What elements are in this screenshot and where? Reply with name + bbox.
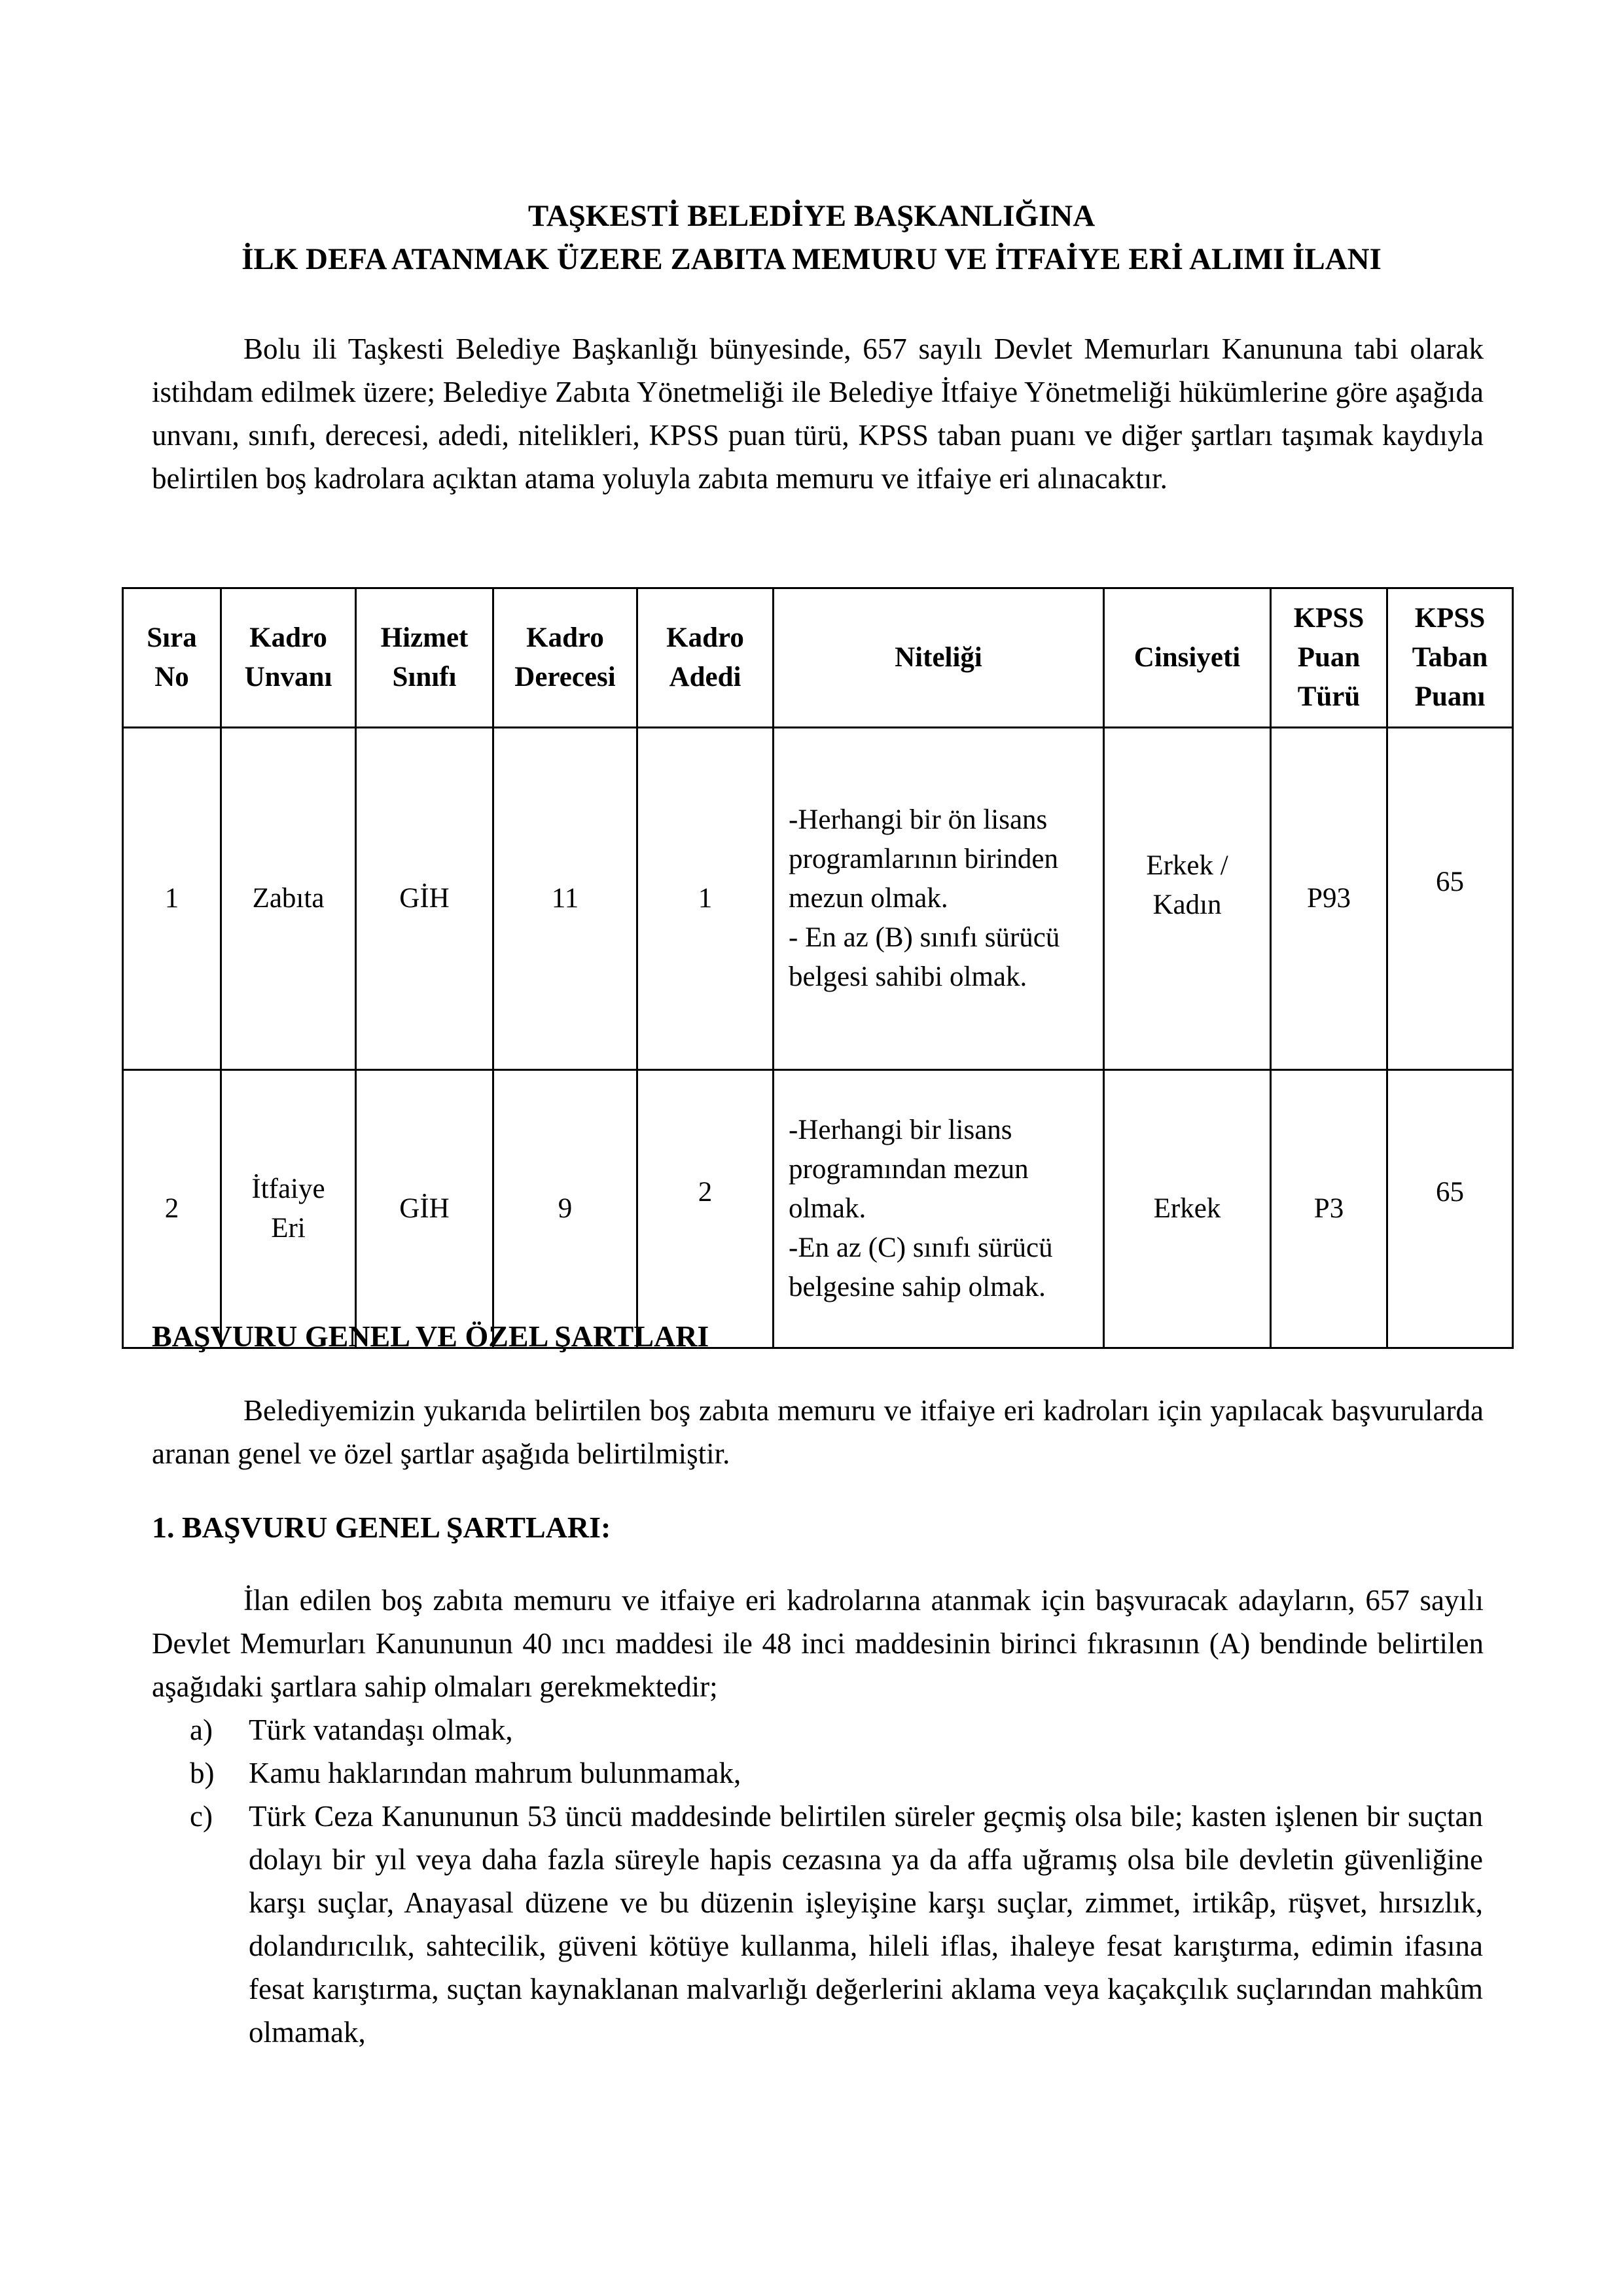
section-heading-basvuru: BAŞVURU GENEL VE ÖZEL ŞARTLARI	[152, 1319, 709, 1353]
header-hizmet-sinifi: Hizmet Sınıfı	[356, 588, 493, 728]
cell-cinsiyet: Erkek	[1104, 1070, 1271, 1348]
cell-nitelik: -Herhangi bir lisans programından mezun olmak. -En az (C) sınıfı sürücü belgesine sahip olmak.	[774, 1070, 1104, 1348]
conditions-list	[190, 1708, 1483, 2054]
intro-paragraph	[152, 327, 1484, 500]
cell-taban: 65	[1387, 728, 1513, 1070]
header-kpss-puan-turu: KPSS Puan Türü	[1271, 588, 1387, 728]
cell-sinif: GİH	[356, 728, 493, 1070]
cell-sira: 2	[123, 1070, 221, 1348]
cell-sinif: GİH	[356, 1070, 493, 1348]
header-cinsiyeti: Cinsiyeti	[1104, 588, 1271, 728]
kadro-table	[122, 587, 1514, 1349]
title-line-2: İLK DEFA ATANMAK ÜZERE ZABITA MEMURU VE İTFAİYE ERİ ALIMI İLANI	[241, 242, 1382, 276]
intro-text: Bolu ili Taşkesti Belediye Başkanlığı bünyesinde, 657 sayılı Devlet Memurları Kanununa tabi olarak istihdam edilmek üzere; Belediye Zabıta Yönetmeliği ile Belediye İtfaiye Yönetmeliği hükümlerine göre aşağıda unvanı, sınıfı, derecesi, adedi, nitelikleri, KPSS puan türü, KPSS taban puanı ve diğer şartları taşımak kaydıyla belirtilen boş kadrolara açıktan atama yoluyla zabıta memuru ve itfaiye eri alınacaktır.	[152, 332, 1484, 495]
list-item: a) Türk vatandaşı olmak,	[190, 1713, 513, 1746]
table-row	[123, 728, 1513, 1070]
section2-text: İlan edilen boş zabıta memuru ve itfaiye eri kadrolarına atanmak için başvuracak adayların, 657 sayılı Devlet Memurları Kanununun 40 ıncı maddesi ile 48 inci maddesinin birinci fıkrasının (A) bendinde belirtilen aşağıdaki şartlara sahip olmaları gerekmektedir;	[152, 1584, 1484, 1703]
cell-derece: 11	[493, 728, 637, 1070]
cell-unvan: İtfaiye Eri	[221, 1070, 356, 1348]
cell-puan-turu: P93	[1271, 728, 1387, 1070]
section-heading-genel-sartlar: 1. BAŞVURU GENEL ŞARTLARI:	[152, 1511, 611, 1544]
cell-cinsiyet: Erkek / Kadın	[1104, 728, 1271, 1070]
header-kadro-derecesi: Kadro Derecesi	[493, 588, 637, 728]
list-item: b) Kamu haklarından mahrum bulunmamak,	[190, 1757, 741, 1789]
cell-derece: 9	[493, 1070, 637, 1348]
cell-sira: 1	[123, 728, 221, 1070]
header-niteligi: Niteliği	[774, 588, 1104, 728]
section2-paragraph	[152, 1579, 1484, 1708]
section1-paragraph	[152, 1389, 1484, 1475]
cell-unvan: Zabıta	[221, 728, 356, 1070]
cell-taban: 65	[1387, 1070, 1513, 1348]
header-kpss-taban-puani: KPSS Taban Puanı	[1387, 588, 1513, 728]
header-kadro-adedi: Kadro Adedi	[637, 588, 774, 728]
title-line-1: TAŞKESTİ BELEDİYE BAŞKANLIĞINA	[527, 199, 1096, 233]
list-item: c) Türk Ceza Kanununun 53 üncü maddesinde belirtilen süreler geçmiş olsa bile; kasten işlenen bir suçtan dolayı bir yıl veya daha fazla süreyle hapis cezasına ya da affa uğramış olsa bile devletin güvenliğine karşı suçlar, Anayasal düzene ve bu düzenin işleyişine karşı suçlar, zimmet, irtikâp, rüşvet, hırsızlık, dolandırıcılık, sahtecilik, güveni kötüye kullanma, hileli iflas, ihaleye fesat karıştırma, edimin ifasına fesat karıştırma, suçtan kaynaklanan malvarlığı değerlerini aklama veya kaçakçılık suçlarından mahkûm olmamak,	[190, 1800, 1483, 2049]
cell-nitelik: -Herhangi bir ön lisans programlarının birinden mezun olmak. - En az (B) sınıfı sürücü belgesi sahibi olmak.	[774, 728, 1104, 1070]
cell-adet: 1	[637, 728, 774, 1070]
section1-text: Belediyemizin yukarıda belirtilen boş zabıta memuru ve itfaiye eri kadroları için yapılacak başvurularda aranan genel ve özel şartlar aşağıda belirtilmiştir.	[152, 1394, 1484, 1470]
table-header-row	[123, 588, 1513, 728]
header-kadro-unvani: Kadro Unvanı	[221, 588, 356, 728]
header-sira-no: Sıra No	[123, 588, 221, 728]
cell-adet: 2	[637, 1070, 774, 1348]
cell-puan-turu: P3	[1271, 1070, 1387, 1348]
table-row	[123, 1070, 1513, 1348]
